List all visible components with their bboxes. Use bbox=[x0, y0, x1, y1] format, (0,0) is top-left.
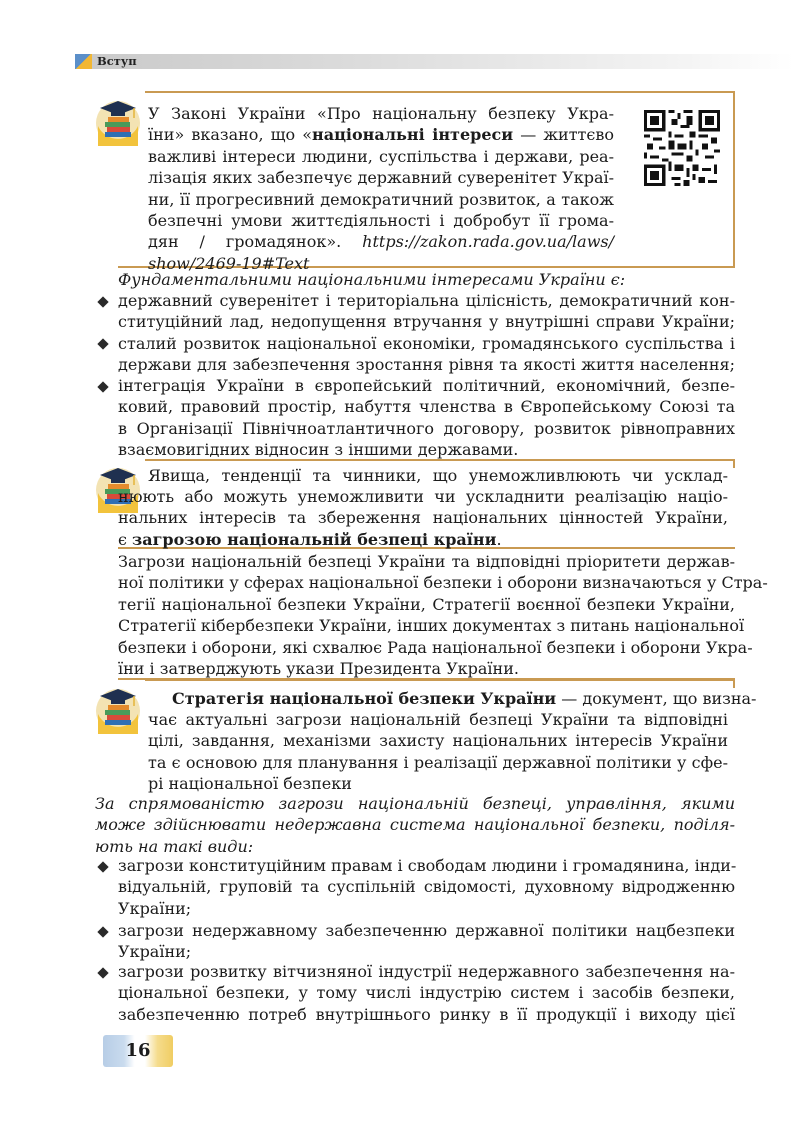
fundamental-intro: Фундаментальними національними інтересами України є: bbox=[118, 270, 626, 289]
qr-code-icon bbox=[644, 110, 720, 186]
bullet-icon bbox=[97, 967, 108, 978]
text-line: загрози недержавному забезпеченню державної політики нацбезпеки bbox=[118, 921, 735, 940]
threats-intro bbox=[95, 793, 735, 857]
bullet-icon bbox=[97, 338, 108, 349]
page-number-badge bbox=[103, 1035, 173, 1067]
text-line: ституційний лад, недопущення втручання у внутрішні справи України; bbox=[118, 312, 735, 332]
text-line: безпеки і оборони, які схвалює Рада національної безпеки і оборони Укра- bbox=[118, 637, 753, 657]
text-line: державний суверенітет і територіальна цілісність, демократичний кон- bbox=[118, 291, 735, 310]
text-fragment: — документ, що визна- bbox=[556, 689, 757, 708]
list-item bbox=[118, 290, 735, 333]
text-line: Явища, тенденції та чинники, що унеможливлюють чи усклад- bbox=[148, 466, 728, 485]
bullet-icon bbox=[97, 296, 108, 307]
key-term: національні інтереси bbox=[312, 125, 514, 145]
threat-definition-block bbox=[148, 465, 728, 486]
text-line: ни, її прогресивний демократичний розвиток, а також bbox=[148, 189, 614, 209]
text-line: та є основою для планування і реалізації державної політики у сфе- bbox=[148, 752, 728, 772]
text-line: нюють або можуть унеможливити чи ускладнити реалізацію націо- bbox=[118, 487, 728, 506]
text-line: відуальній, груповій та суспільній свідомості, духовному відродженню bbox=[118, 877, 735, 897]
graduation-books-icon bbox=[95, 96, 141, 146]
text-fragment: є bbox=[118, 529, 133, 549]
text-line: взаємовигідних відносин з іншими державами. bbox=[118, 440, 519, 460]
key-term: загрозою національній безпеці країни bbox=[132, 529, 497, 549]
text-fragment: дян / громадянок». bbox=[148, 232, 342, 252]
text-line: безпечні умови життєдіяльності і добробут її грома- bbox=[148, 211, 614, 231]
key-term: Стратегія національної безпеки України bbox=[172, 689, 557, 708]
text-line: забезпеченню потреб внутрішнього ринку в її продукції і виходу цієї bbox=[118, 1004, 735, 1024]
list-item bbox=[118, 333, 735, 376]
text-fragment: їни» вказано, що « bbox=[148, 125, 313, 145]
text-line: ють на такі види: bbox=[95, 836, 254, 856]
text-line bbox=[118, 529, 728, 550]
bullet-icon bbox=[97, 381, 108, 392]
text-line: лізація яких забезпечує державний суверенітет Украї- bbox=[148, 168, 614, 188]
page-number: 16 bbox=[125, 1040, 151, 1061]
law-link-continuation[interactable]: show/2469-19#Text bbox=[148, 253, 310, 273]
text-line: рі національної безпеки bbox=[148, 774, 352, 794]
text-line: чає актуальні загрози національній безпеці України та відповідні bbox=[148, 710, 728, 729]
text-line: У Законі України «Про національну безпеку Укра- bbox=[148, 104, 614, 123]
text-line: нальних інтересів та збереження національних цінностей України, bbox=[118, 508, 728, 528]
list-item bbox=[118, 961, 735, 1025]
text-line: тегії національної безпеки України, Стратегії воєнної безпеки України, bbox=[118, 594, 735, 614]
text-line: в Організації Північноатлантичного договору, розвиток рівноправних bbox=[118, 418, 735, 438]
body-paragraph bbox=[118, 551, 768, 679]
text-line: За спрямованістю загрози національній безпеці, управління, якими bbox=[95, 794, 735, 813]
bullet-icon bbox=[97, 861, 108, 872]
bullet-icon bbox=[97, 926, 108, 937]
text-line: ціональної безпеки, у тому числі індустрію систем і засобів безпеки, bbox=[118, 983, 735, 1003]
section-title: Вступ bbox=[97, 54, 137, 68]
text-line bbox=[148, 124, 614, 145]
text-line: інтеграція України в європейський політичний, економічний, безпе- bbox=[118, 376, 735, 395]
graduation-books-icon bbox=[95, 684, 141, 734]
text-line bbox=[148, 231, 614, 252]
text-line: Стратегії кібербезпеки України, інших документах з питань національної bbox=[118, 616, 745, 636]
text-line bbox=[172, 688, 757, 709]
strategy-definition-block bbox=[172, 688, 757, 709]
text-line: може здійснювати недержавна система національної безпеки, поділя- bbox=[95, 815, 735, 835]
text-line: ної політики у сферах національної безпеки і оборони визначаються у Стра- bbox=[118, 573, 768, 593]
text-fragment: — життєво bbox=[513, 125, 615, 145]
text-line: загрози конституційним правам і свободам людини і громадянина, інди- bbox=[118, 856, 737, 875]
threat-definition-block-cont bbox=[118, 486, 728, 550]
law-link[interactable]: https://zakon.rada.gov.ua/laws/ bbox=[362, 232, 614, 252]
strategy-definition-block-cont bbox=[148, 709, 728, 795]
list-item bbox=[118, 855, 735, 919]
list-item bbox=[118, 375, 735, 461]
text-line: Загрози національній безпеці України та відповідні пріоритети держав- bbox=[118, 552, 735, 571]
text-line: держави для забезпечення зростання рівня та якості життя населення; bbox=[118, 355, 735, 375]
law-quote-block bbox=[148, 103, 614, 274]
text-fragment: . bbox=[496, 529, 502, 549]
section-marker-icon bbox=[75, 54, 92, 69]
text-line: ковий, правовий простір, набуття членства в Європейському Союзі та bbox=[118, 397, 735, 417]
text-line: України; bbox=[118, 942, 192, 962]
text-line: їни і затверджують укази Президента України. bbox=[118, 659, 519, 679]
text-line: цілі, завдання, механізми захисту національних інтересів України bbox=[148, 731, 728, 751]
list-item bbox=[118, 920, 735, 963]
text-line: важливі інтереси людини, суспільства і держави, реа- bbox=[148, 146, 614, 166]
section-header bbox=[75, 54, 794, 69]
text-line: загрози розвитку вітчизняної індустрії недержавного забезпечення на- bbox=[118, 962, 735, 981]
text-line: сталий розвиток національної економіки, громадянського суспільства і bbox=[118, 334, 735, 353]
text-line: України; bbox=[118, 898, 192, 918]
